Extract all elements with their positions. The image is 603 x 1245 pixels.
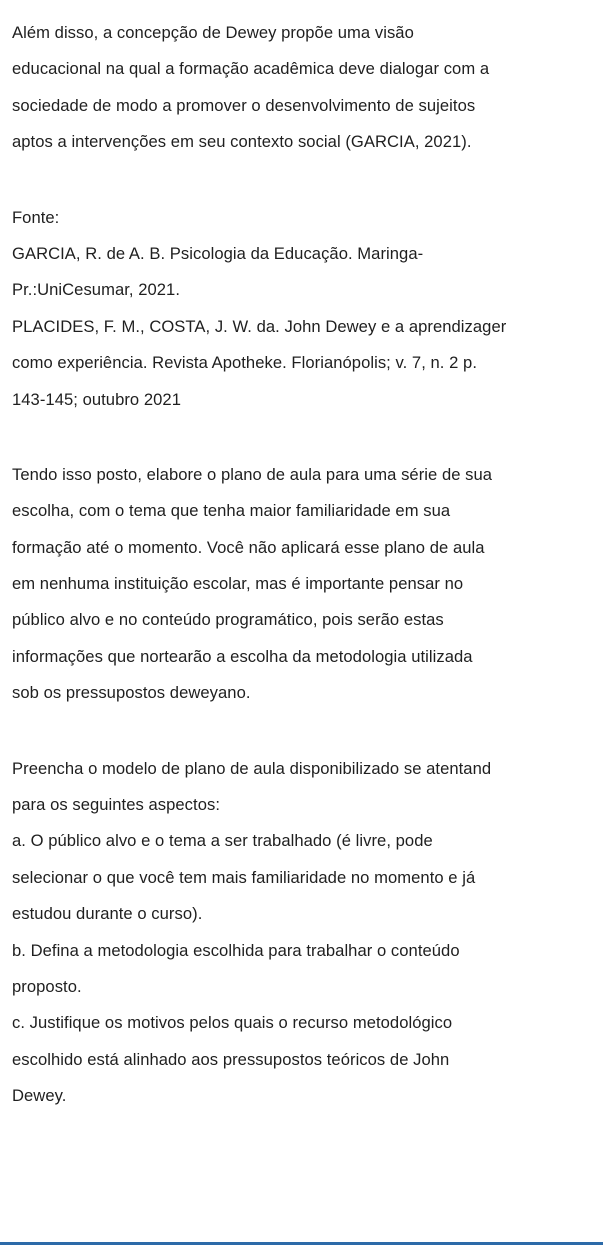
text-line: educacional na qual a formação acadêmica deve dialogar com a [12, 59, 490, 79]
message-body [12, 15, 603, 1115]
list-item: Dewey. [12, 1086, 67, 1106]
list-item: a. O público alvo e o tema a ser trabalhado (é livre, pode [12, 831, 433, 851]
text-line: Tendo isso posto, elabore o plano de aula para uma série de sua [12, 464, 493, 484]
paragraph-gap [12, 712, 603, 751]
paragraph-gap [12, 418, 603, 457]
text-line: sociedade de modo a promover o desenvolvimento de sujeitos [12, 95, 476, 115]
text-line: público alvo e no conteúdo programático, pois serão estas [12, 610, 444, 630]
list-item: b. Defina a metodologia escolhida para trabalhar o conteúdo [12, 940, 460, 960]
list-item: selecionar o que você tem mais familiaridade no momento e já [12, 867, 476, 887]
paragraph-gap [12, 161, 603, 200]
reference-line: PLACIDES, F. M., COSTA, J. W. da. John Dewey e a aprendizager [12, 316, 507, 336]
text-line: escolha, com o tema que tenha maior familiaridade em sua [12, 501, 451, 521]
reference-line: como experiência. Revista Apotheke. Florianópolis; v. 7, n. 2 p. [12, 353, 477, 373]
intro-paragraph [12, 15, 603, 161]
text-line: Preencha o modelo de plano de aula disponibilizado se atentand [12, 758, 492, 778]
list-item: estudou durante o curso). [12, 904, 203, 924]
sources-section [12, 200, 603, 418]
task-paragraph [12, 457, 603, 712]
sources-heading: Fonte: [12, 207, 60, 227]
text-line: aptos a intervenções em seu contexto social (GARCIA, 2021). [12, 132, 472, 152]
reference-line: GARCIA, R. de A. B. Psicologia da Educação. Maringa- [12, 243, 424, 263]
instructions-paragraph [12, 751, 603, 1115]
text-line: informações que nortearão a escolha da metodologia utilizada [12, 646, 473, 666]
text-line: Além disso, a concepção de Dewey propõe uma visão [12, 23, 414, 42]
text-line: formação até o momento. Você não aplicará esse plano de aula [12, 537, 485, 557]
scroll-fade [0, 1232, 603, 1242]
text-line: para os seguintes aspectos: [12, 795, 220, 815]
reference-line: Pr.:UniCesumar, 2021. [12, 280, 180, 300]
list-item: escolhido está alinhado aos pressupostos teóricos de John [12, 1049, 450, 1069]
reference-line: 143-145; outubro 2021 [12, 389, 181, 409]
list-item: proposto. [12, 976, 82, 996]
text-line: sob os pressupostos deweyano. [12, 683, 251, 703]
list-item: c. Justifique os motivos pelos quais o recurso metodológico [12, 1013, 453, 1033]
text-line: em nenhuma instituição escolar, mas é importante pensar no [12, 574, 464, 594]
